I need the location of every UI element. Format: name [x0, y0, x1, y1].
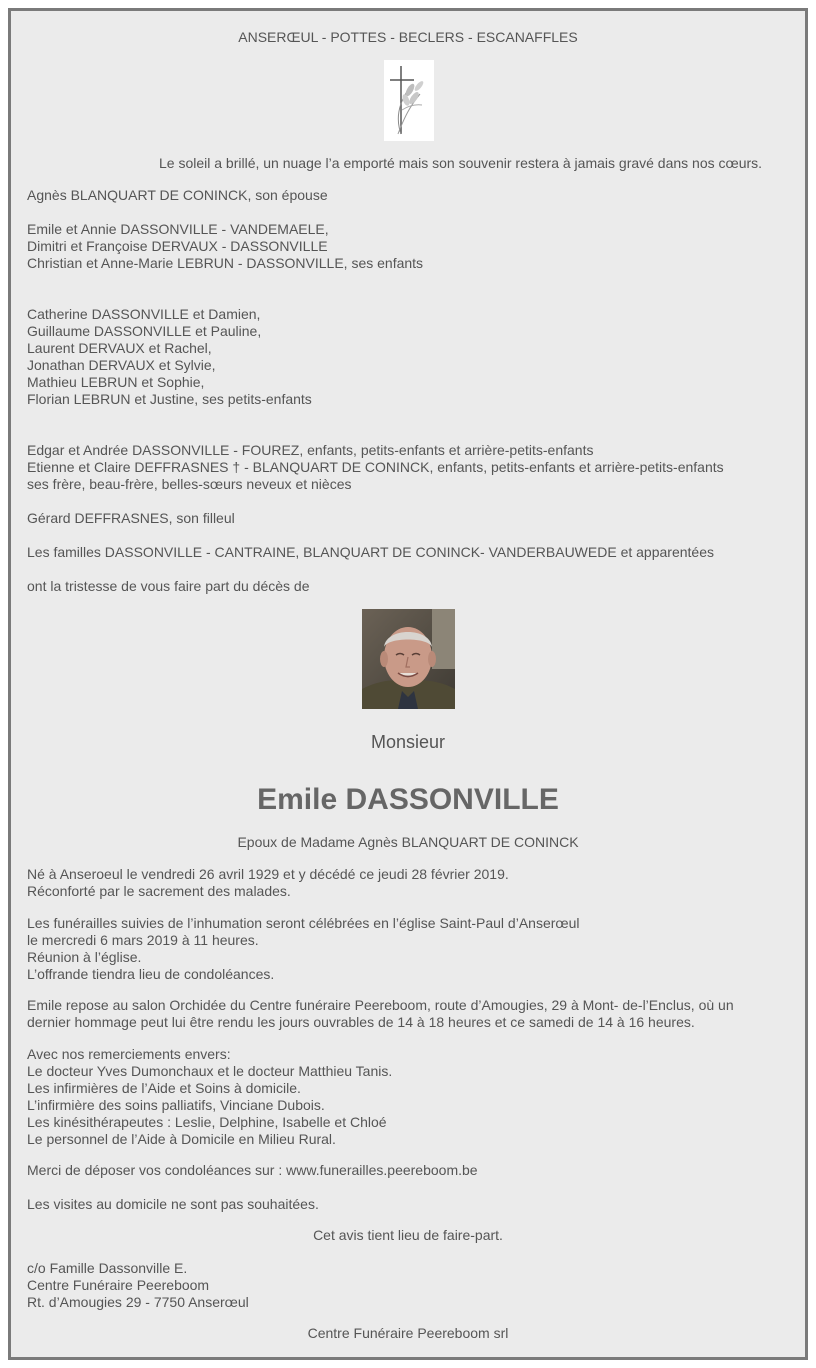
- text-line: L’offrande tiendra lieu de condoléances.: [27, 966, 275, 982]
- announce-line: ont la tristesse de vous faire part du décès de: [27, 578, 310, 594]
- portrait-photo: [362, 609, 455, 709]
- text-line: Réunion à l’église.: [27, 949, 142, 965]
- obituary-card: [8, 8, 808, 1360]
- funeral-block: [27, 915, 580, 983]
- text-line: Le personnel de l’Aide à Domicile en Milieu Rural.: [27, 1131, 336, 1147]
- visits-line: Les visites au domicile ne sont pas souhaitées.: [27, 1196, 319, 1212]
- text-line: Le docteur Yves Dumonchaux et le docteur Matthieu Tanis.: [27, 1063, 393, 1079]
- list-item: Christian et Anne-Marie LEBRUN - DASSONVILLE, ses enfants: [27, 255, 424, 271]
- text-line: c/o Famille Dassonville E.: [27, 1260, 188, 1276]
- text-line: Né à Anseroeul le vendredi 26 avril 1929 et y décédé ce jeudi 28 février 2019.: [27, 866, 509, 882]
- list-item: Florian LEBRUN et Justine, ses petits-enfants: [27, 391, 312, 407]
- text-line: dernier hommage peut lui être rendu les jours ouvrables de 14 à 18 heures et ce samedi de 14 à 16 heures.: [27, 1014, 695, 1030]
- list-item: Guillaume DASSONVILLE et Pauline,: [27, 323, 262, 339]
- text-line: Les infirmières de l’Aide et Soins à domicile.: [27, 1080, 301, 1096]
- text-line: Centre Funéraire Peereboom: [27, 1277, 210, 1293]
- list-item: Edgar et Andrée DASSONVILLE - FOUREZ, enfants, petits-enfants et arrière-petits-enfants: [27, 442, 594, 458]
- thanks-block: [27, 1046, 392, 1148]
- list-item: ses frère, beau-frère, belles-sœurs neveux et nièces: [27, 476, 352, 492]
- families-line: Les familles DASSONVILLE - CANTRAINE, BLANQUART DE CONINCK- VANDERBAUWEDE et apparentées: [27, 544, 714, 560]
- villages-header: ANSERŒUL - POTTES - BECLERS - ESCANAFFLES: [238, 29, 578, 45]
- text-line: Les kinésithérapeutes : Leslie, Delphine, Isabelle et Chloé: [27, 1114, 387, 1130]
- list-item: Etienne et Claire DEFFRASNES † - BLANQUART DE CONINCK, enfants, petits-enfants et arrière-petits-enfants: [27, 459, 724, 475]
- text-line: Rt. d’Amougies 29 - 7750 Anserœul: [27, 1294, 249, 1310]
- birth-death-block: [27, 866, 509, 900]
- memorial-quote: Le soleil a brillé, un nuage l’a emporté mais son souvenir restera à jamais gravé dans nos cœurs.: [159, 155, 763, 171]
- siblings-list: [27, 442, 724, 493]
- repose-block: [27, 997, 734, 1031]
- text-line: le mercredi 6 mars 2019 à 11 heures.: [27, 932, 259, 948]
- text-line: Réconforté par le sacrement des malades.: [27, 883, 291, 899]
- text-line: Avec nos remerciements envers:: [27, 1046, 231, 1062]
- grandchildren-list: [27, 306, 312, 408]
- footer-line: Centre Funéraire Peereboom srl: [307, 1325, 509, 1341]
- list-item: Mathieu LEBRUN et Sophie,: [27, 374, 205, 390]
- children-list: [27, 221, 423, 272]
- godson-line: Gérard DEFFRASNES, son filleul: [27, 510, 235, 526]
- text-line: Les funérailles suivies de l’inhumation seront célébrées en l’église Saint-Paul d’Anserœul: [27, 915, 580, 931]
- title-monsieur: Monsieur: [370, 732, 446, 752]
- list-item: Jonathan DERVAUX et Sylvie,: [27, 357, 216, 373]
- text-line: Emile repose au salon Orchidée du Centre funéraire Peereboom, route d’Amougies, 29 à Mont- de-l’Enclus, où un: [27, 997, 734, 1013]
- list-item: Dimitri et Françoise DERVAUX - DASSONVILLE: [27, 238, 328, 254]
- list-item: Emile et Annie DASSONVILLE - VANDEMAELE,: [27, 221, 329, 237]
- notice-line: Cet avis tient lieu de faire-part.: [313, 1227, 503, 1243]
- spouse-line: Agnès BLANQUART DE CONINCK, son épouse: [27, 187, 328, 203]
- spouse-of-line: Epoux de Madame Agnès BLANQUART DE CONINCK: [237, 834, 579, 850]
- list-item: Laurent DERVAUX et Rachel,: [27, 340, 212, 356]
- list-item: Catherine DASSONVILLE et Damien,: [27, 306, 261, 322]
- cross-wheat-icon: [384, 60, 434, 141]
- deceased-name: Emile DASSONVILLE: [257, 783, 559, 816]
- address-block: [27, 1260, 249, 1311]
- condolences-line: Merci de déposer vos condoléances sur : www.funerailles.peereboom.be: [27, 1162, 478, 1178]
- text-line: L’infirmière des soins palliatifs, Vinciane Dubois.: [27, 1097, 325, 1113]
